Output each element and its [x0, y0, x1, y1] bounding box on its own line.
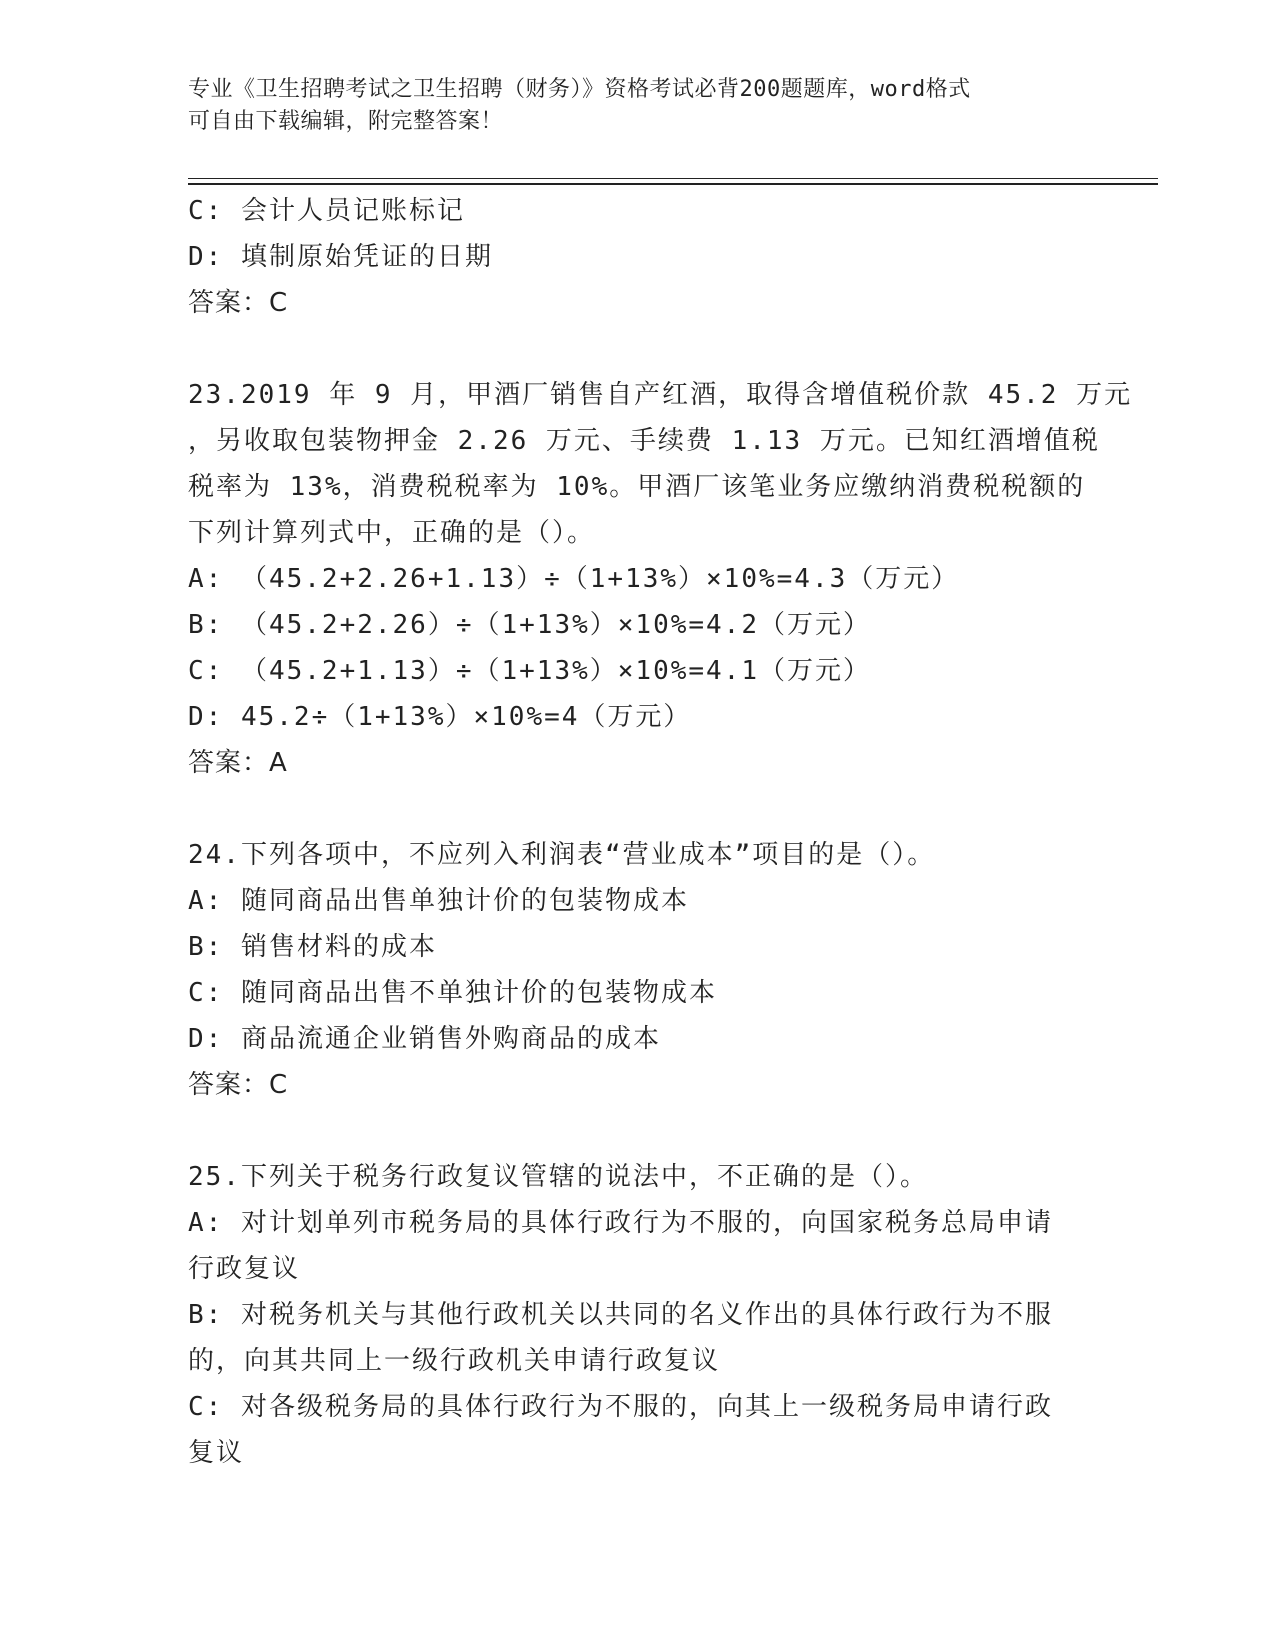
option-a: A: 对计划单列市税务局的具体行政行为不服的，向国家税务总局申请	[188, 1208, 1053, 1238]
option-c: C: 对各级税务局的具体行政行为不服的，向其上一级税务局申请行政	[188, 1392, 1053, 1422]
answer-label: 答案：C	[188, 1070, 289, 1100]
option-d: D: 填制原始凭证的日期	[188, 242, 493, 272]
answer-label: 答案：A	[188, 748, 288, 778]
option-b: B: （45.2+2.26）÷（1+13%）×10%=4.2（万元）	[188, 610, 871, 640]
question-content	[188, 188, 1133, 1476]
option-a-continued: 行政复议	[188, 1254, 301, 1284]
question-stem-line: ，另收取包装物押金 2.26 万元、手续费 1.13 万元。已知红酒增值税	[188, 426, 1100, 456]
option-a: A: 随同商品出售单独计价的包装物成本	[188, 886, 689, 916]
option-c-continued: 复议	[188, 1438, 245, 1468]
option-d: D: 商品流通企业销售外购商品的成本	[188, 1024, 661, 1054]
header-line-2: 可自由下载编辑，附完整答案！	[188, 109, 504, 134]
header-line-1: 专业《卫生招聘考试之卫生招聘（财务）》资格考试必背200题题库，word格式	[188, 77, 971, 102]
question-stem-line: 下列计算列式中，正确的是（）。	[188, 518, 596, 548]
question-stem-line: 税率为 13%，消费税税率为 10%。甲酒厂该笔业务应缴纳消费税税额的	[188, 472, 1086, 502]
option-b: B: 销售材料的成本	[188, 932, 437, 962]
prev-question-block	[188, 188, 1088, 326]
option-b-continued: 的，向其共同上一级行政机关申请行政复议	[188, 1346, 721, 1376]
option-c: C: 会计人员记账标记	[188, 196, 465, 226]
answer-label: 答案：C	[188, 288, 289, 318]
question-25	[188, 1154, 1088, 1476]
question-24	[188, 832, 1088, 1108]
question-stem-line: 24.下列各项中，不应列入利润表“营业成本”项目的是（）。	[188, 840, 936, 870]
header-divider-thin	[188, 178, 1158, 179]
option-c: C: （45.2+1.13）÷（1+13%）×10%=4.1（万元）	[188, 656, 871, 686]
question-23	[188, 372, 1133, 786]
option-d: D: 45.2÷（1+13%）×10%=4（万元）	[188, 702, 692, 732]
option-c: C: 随同商品出售不单独计价的包装物成本	[188, 978, 717, 1008]
option-a: A: （45.2+2.26+1.13）÷（1+13%）×10%=4.3（万元）	[188, 564, 960, 594]
question-stem-line: 23.2019 年 9 月，甲酒厂销售自产红酒，取得含增值税价款 45.2 万元	[188, 380, 1133, 410]
question-stem-line: 25.下列关于税务行政复议管辖的说法中，不正确的是（）。	[188, 1162, 928, 1192]
option-b: B: 对税务机关与其他行政机关以共同的名义作出的具体行政行为不服	[188, 1300, 1053, 1330]
header-divider-thick	[188, 183, 1158, 185]
document-header	[188, 74, 1088, 138]
